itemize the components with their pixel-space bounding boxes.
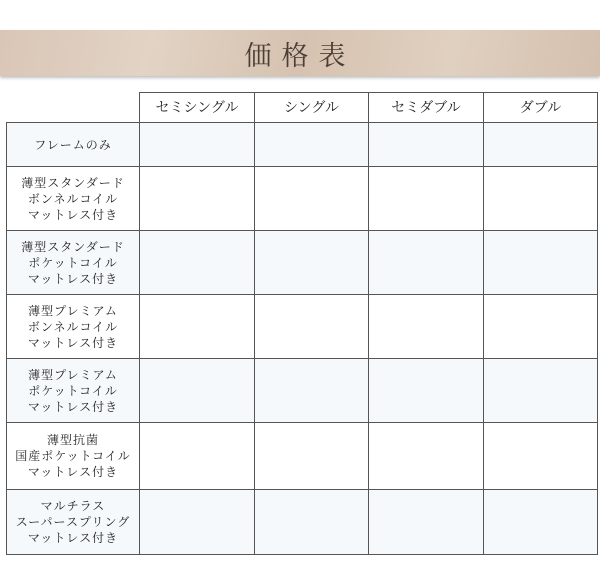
price-cell (484, 490, 598, 555)
price-cell (255, 295, 369, 359)
row-label: 薄型プレミアム ポケットコイル マットレス付き (7, 359, 140, 423)
price-table (6, 92, 598, 555)
table-row (7, 490, 598, 555)
price-cell (484, 231, 598, 295)
price-cell (369, 423, 484, 490)
header-row (7, 93, 598, 123)
row-label: マルチラス スーパースプリング マットレス付き (7, 490, 140, 555)
price-cell (369, 167, 484, 231)
price-cell (140, 423, 255, 490)
price-cell (484, 359, 598, 423)
price-cell (255, 167, 369, 231)
price-cell (369, 231, 484, 295)
price-cell (484, 295, 598, 359)
row-label: 薄型抗菌 国産ポケットコイル マットレス付き (7, 423, 140, 490)
row-label: フレームのみ (7, 123, 140, 167)
row-label: 薄型スタンダード ボンネルコイル マットレス付き (7, 167, 140, 231)
price-cell (140, 295, 255, 359)
column-header: セミシングル (140, 93, 255, 123)
table-row (7, 423, 598, 490)
price-cell (484, 423, 598, 490)
price-cell (255, 490, 369, 555)
title-banner (0, 30, 600, 76)
price-cell (140, 231, 255, 295)
price-cell (255, 359, 369, 423)
table-row (7, 167, 598, 231)
price-cell (369, 123, 484, 167)
price-cell (255, 423, 369, 490)
table-row (7, 295, 598, 359)
price-cell (140, 359, 255, 423)
price-cell (369, 295, 484, 359)
corner-cell (7, 93, 140, 123)
price-cell (484, 123, 598, 167)
price-cell (484, 167, 598, 231)
price-cell (140, 167, 255, 231)
table-row (7, 231, 598, 295)
column-header: ダブル (484, 93, 598, 123)
price-cell (255, 123, 369, 167)
table-row (7, 359, 598, 423)
row-label: 薄型スタンダード ポケットコイル マットレス付き (7, 231, 140, 295)
table-row (7, 123, 598, 167)
column-header: セミダブル (369, 93, 484, 123)
price-cell (369, 490, 484, 555)
price-cell (369, 359, 484, 423)
price-cell (140, 123, 255, 167)
price-cell (255, 231, 369, 295)
price-cell (140, 490, 255, 555)
page-title: 価格表 (244, 40, 356, 72)
column-header: シングル (255, 93, 369, 123)
row-label: 薄型プレミアム ボンネルコイル マットレス付き (7, 295, 140, 359)
